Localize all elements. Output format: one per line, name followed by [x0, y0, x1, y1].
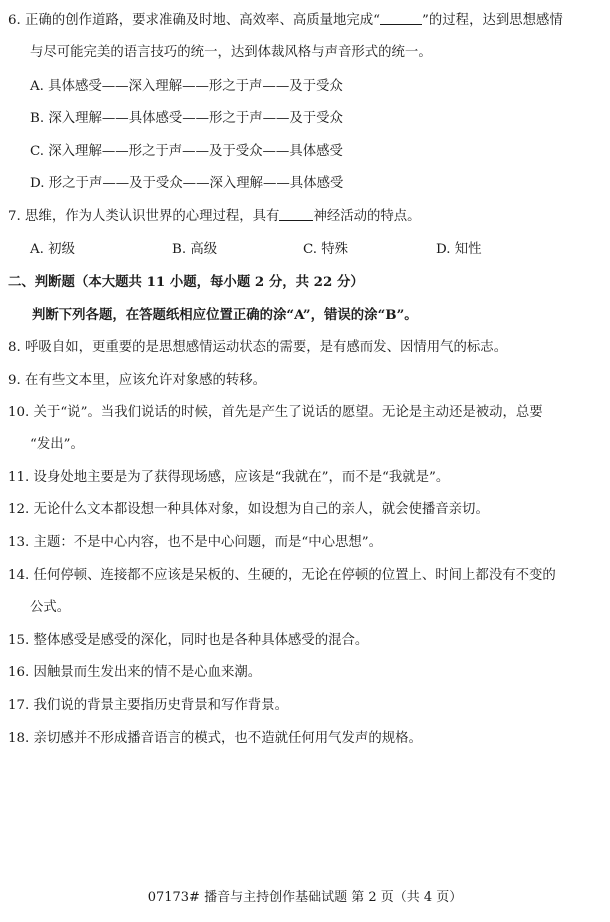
q6-stem-line2: 与尽可能完美的语言技巧的统一，达到体裁风格与声音形式的统一。 — [30, 45, 432, 60]
tf-item-17: 17. 我们说的背景主要指历史背景和写作背景。 — [8, 698, 288, 713]
q7-answer-blank — [279, 208, 313, 221]
tf-item-10-cont: “发出”。 — [30, 437, 84, 452]
q6-option-b: B. 深入理解——具体感受——形之于声——及于受众 — [30, 111, 343, 126]
q7-option-c: C. 特殊 — [303, 242, 349, 257]
q6-stem-line1 — [8, 12, 563, 30]
q6-option-a: A. 具体感受——深入理解——形之于声——及于受众 — [30, 79, 343, 94]
tf-item-18: 18. 亲切感并不形成播音语言的模式，也不造就任何用气发声的规格。 — [8, 731, 422, 746]
q6-stem-pre: 6. 正确的创作道路，要求准确及时地、高效率、高质量地完成“ — [8, 13, 381, 28]
tf-item-13: 13. 主题：不是中心内容，也不是中心问题，而是“中心思想”。 — [8, 535, 383, 550]
tf-item-9: 9. 在有些文本里，应该允许对象感的转移。 — [8, 373, 267, 388]
tf-item-12: 12. 无论什么文本都设想一种具体对象，如设想为自己的亲人，就会使播音亲切。 — [8, 502, 489, 517]
q7-stem-pre: 7. 思维，作为人类认识世界的心理过程，具有 — [8, 209, 280, 224]
tf-item-14-cont: 公式。 — [30, 600, 71, 615]
section-heading: 二、判断题（本大题共 11 小题，每小题 2 分，共 22 分） — [8, 274, 364, 290]
q7-option-b: B. 高级 — [172, 242, 218, 257]
q7-stem — [8, 208, 421, 226]
q7-option-a: A. 初级 — [30, 242, 75, 257]
q7-option-d: D. 知性 — [436, 242, 482, 257]
tf-item-8: 8. 呼吸自如，更重要的是思想感情运动状态的需要，是有感而发、因情用气的标志。 — [8, 340, 508, 355]
q6-option-d: D. 形之于声——及于受众——深入理解——具体感受 — [30, 176, 344, 191]
q7-stem-post: 神经活动的特点。 — [313, 209, 421, 224]
tf-item-10: 10. 关于“说”。当我们说话的时候，首先是产生了说话的愿望。无论是主动还是被动，总要 — [8, 405, 543, 420]
tf-item-15: 15. 整体感受是感受的深化，同时也是各种具体感受的混合。 — [8, 633, 369, 648]
page-footer: 07173# 播音与主持创作基础试题 第 2 页（共 4 页） — [147, 890, 463, 905]
q6-option-c: C. 深入理解——形之于声——及于受众——具体感受 — [30, 144, 343, 159]
tf-item-16: 16. 因触景而生发出来的情不是心血来潮。 — [8, 665, 262, 680]
q6-stem-post: ”的过程，达到思想感情 — [422, 13, 563, 28]
tf-item-14: 14. 任何停顿、连接都不应该是呆板的、生硬的，无论在停顿的位置上、时间上都没有不变的 — [8, 568, 556, 583]
section-instruction: 判断下列各题，在答题纸相应位置正确的涂“A”，错误的涂“B”。 — [32, 307, 418, 323]
q6-answer-blank — [380, 12, 422, 25]
tf-item-11: 11. 设身处地主要是为了获得现场感，应该是“我就在”，而不是“我就是”。 — [8, 470, 450, 485]
